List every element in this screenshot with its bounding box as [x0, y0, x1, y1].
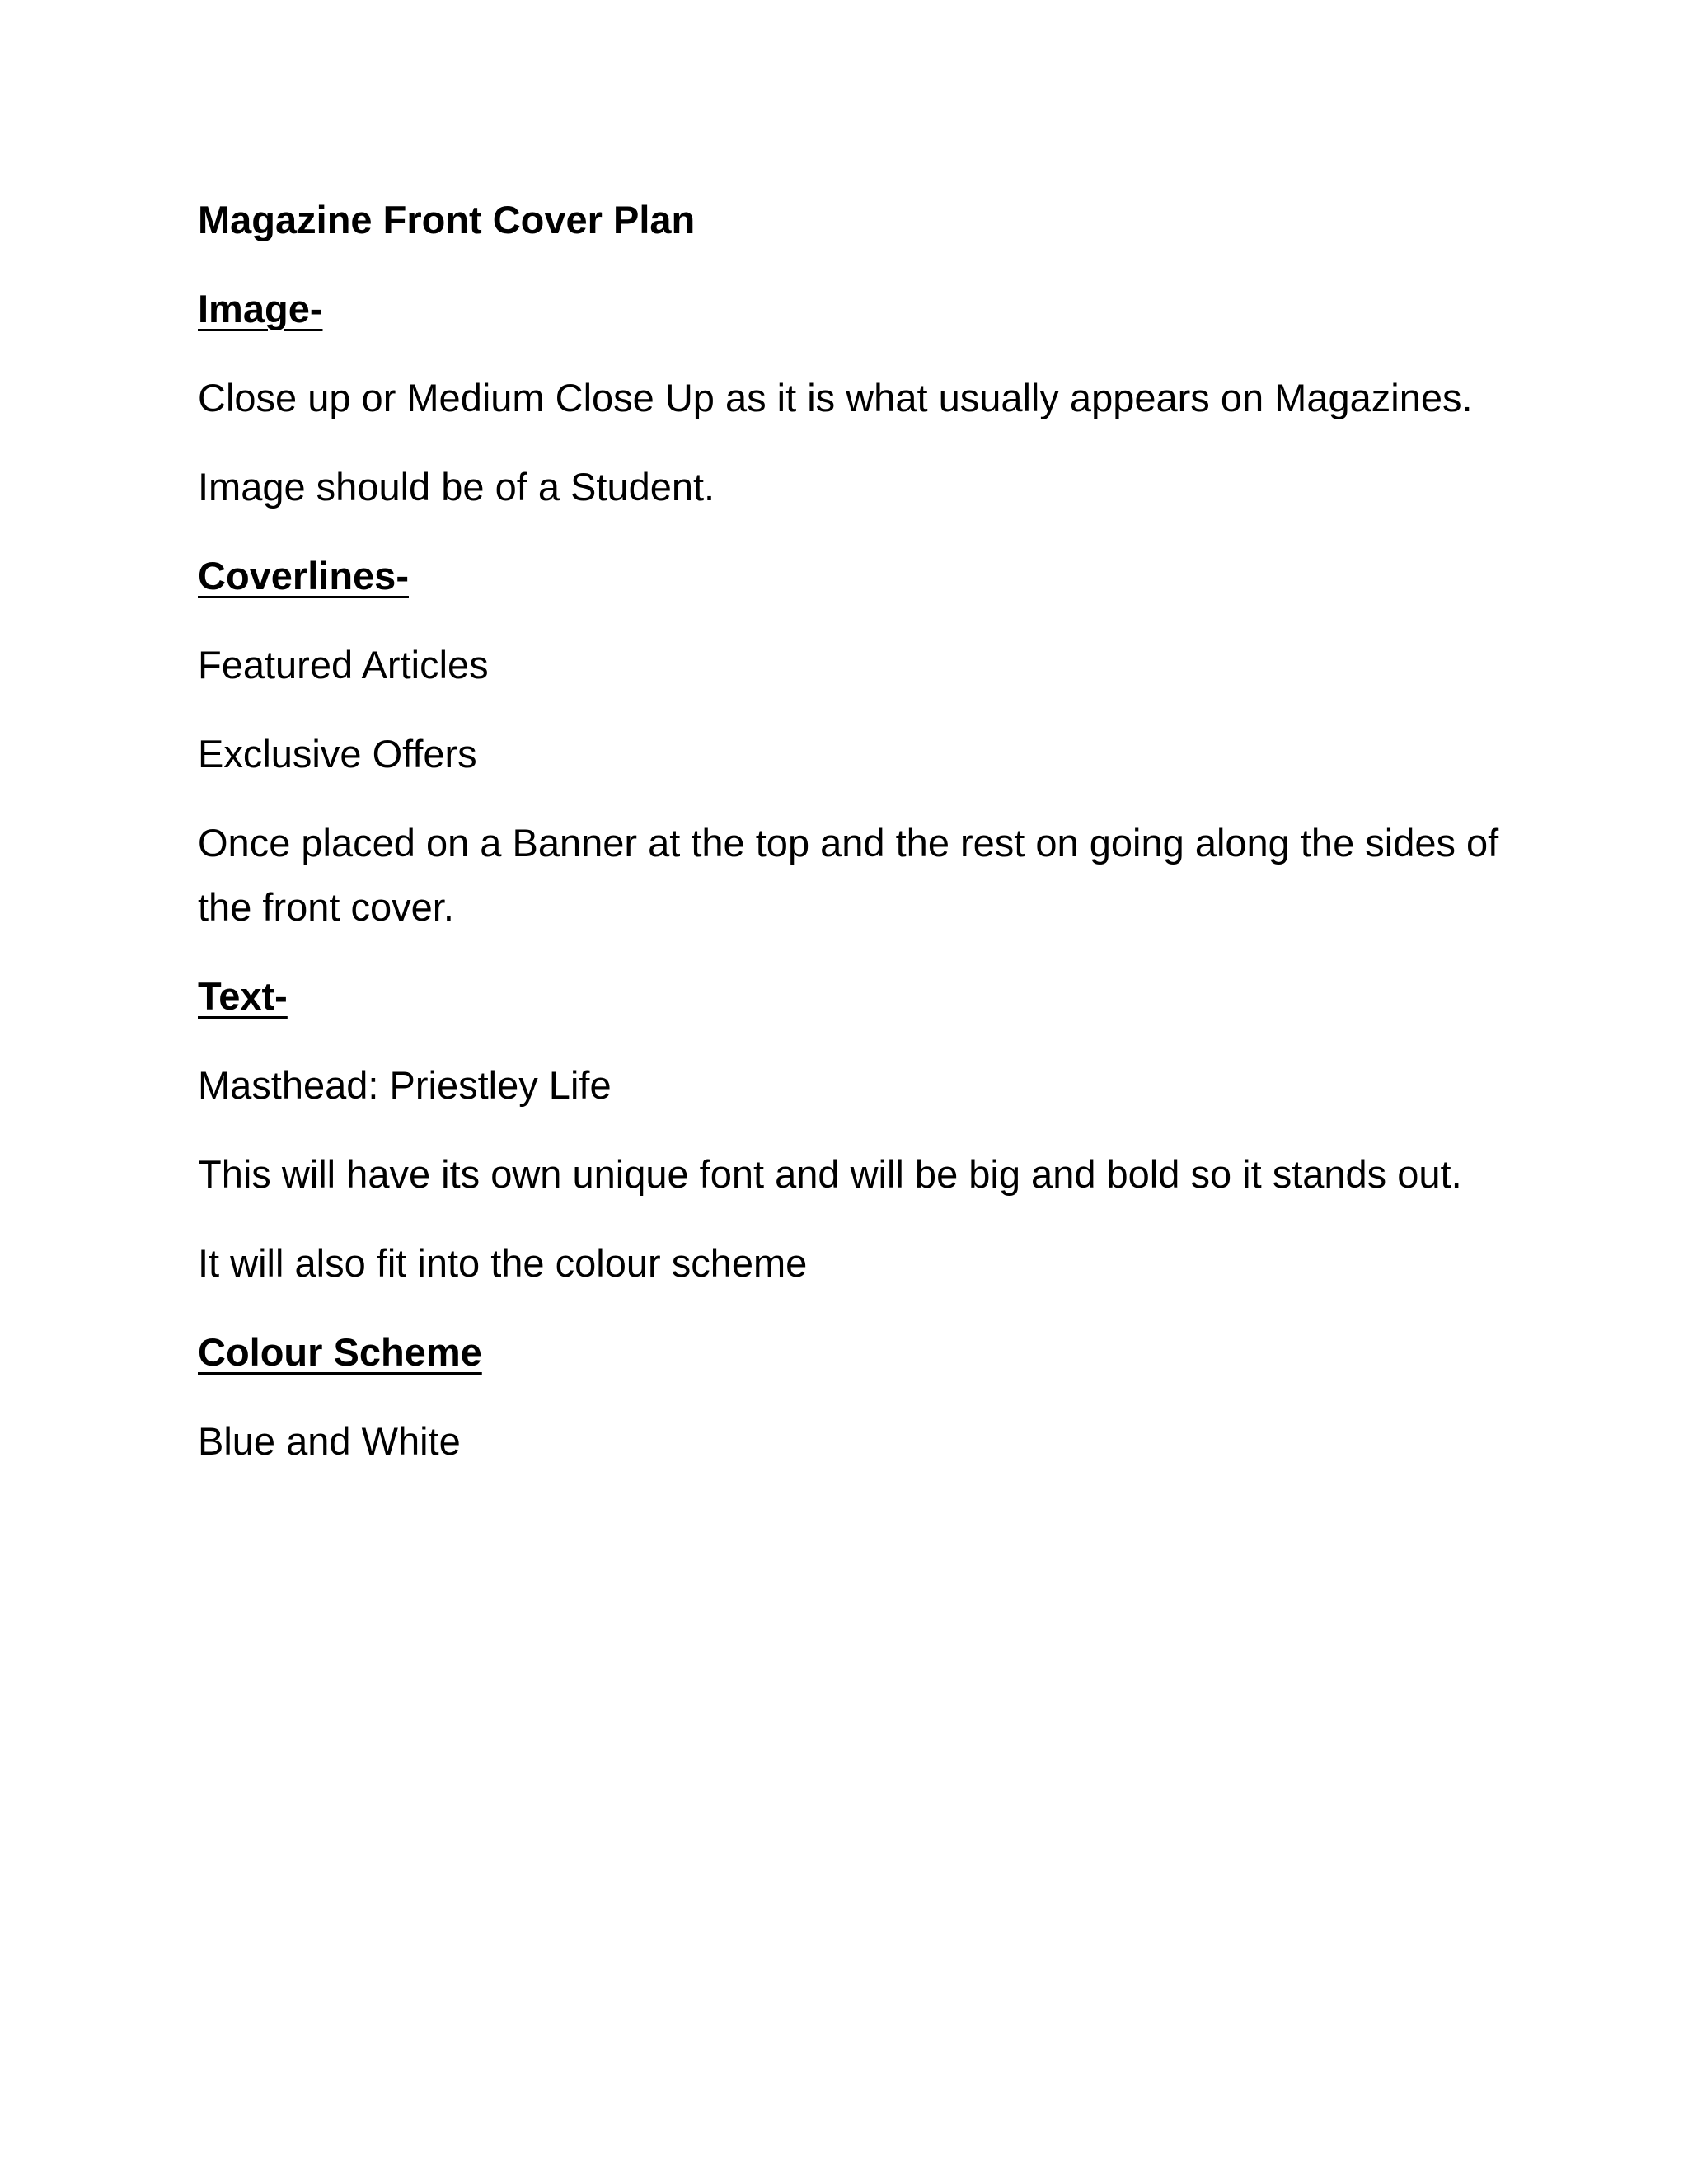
heading-text: Text- [198, 974, 288, 1018]
paragraph-masthead-font: This will have its own unique font and will be big and bold so it stands out. [198, 1152, 1462, 1196]
paragraph-coverline-placement: Once placed on a Banner at the top and the rest on going along the sides of the front cover. [198, 821, 1499, 929]
page-title: Magazine Front Cover Plan [198, 198, 696, 241]
paragraph-featured-articles: Featured Articles [198, 643, 489, 687]
paragraph-colour-fit: It will also fit into the colour scheme [198, 1241, 808, 1285]
paragraph-image-subject: Image should be of a Student. [198, 465, 715, 509]
paragraph-exclusive-offers: Exclusive Offers [198, 732, 477, 776]
heading-coverlines: Coverlines- [198, 554, 409, 598]
heading-image: Image- [198, 287, 323, 330]
paragraph-masthead: Masthead: Priestley Life [198, 1063, 612, 1107]
heading-colour-scheme: Colour Scheme [198, 1330, 482, 1374]
document-page [198, 188, 1517, 1498]
paragraph-colours: Blue and White [198, 1419, 461, 1463]
paragraph-image-shot: Close up or Medium Close Up as it is what usually appears on Magazines. [198, 376, 1473, 419]
